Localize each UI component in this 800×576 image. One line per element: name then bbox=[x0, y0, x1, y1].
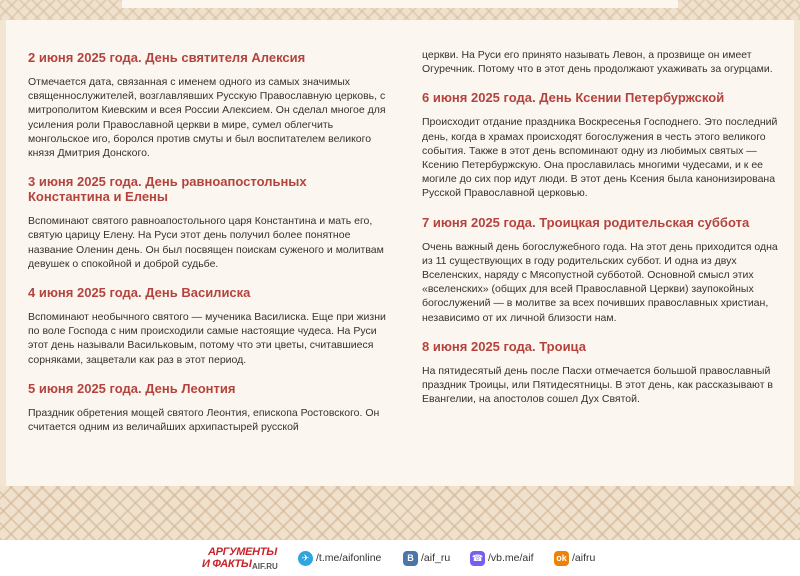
vk-icon: B bbox=[403, 551, 418, 566]
section-heading: 5 июня 2025 года. День Леонтия bbox=[28, 380, 236, 396]
ok-link-text: /aifru bbox=[572, 552, 596, 564]
section-june-2 bbox=[28, 50, 388, 160]
section-june-7 bbox=[422, 215, 782, 325]
section-heading: 4 июня 2025 года. День Василиска bbox=[28, 285, 251, 301]
viber-icon: ☎ bbox=[470, 551, 485, 566]
section-june-3 bbox=[28, 174, 388, 271]
telegram-link[interactable] bbox=[298, 549, 381, 567]
section-body: Вспоминают святого равноапостольного царя Константина и мать его, святую царицу Елену. На Руси этот день получил более понятное название Оленин день. Он был посвящен поискам суженого и молитвам девушек о спокойной и доброй судьбе. bbox=[28, 215, 384, 270]
section-june-5-continued bbox=[422, 48, 782, 76]
section-heading: 8 июня 2025 года. Троица bbox=[422, 338, 586, 354]
logo-suffix: AIF.RU bbox=[252, 562, 278, 571]
telegram-icon: ✈ bbox=[298, 551, 313, 566]
logo-line-2: И ФАКТЫ bbox=[202, 558, 252, 570]
aif-logo[interactable] bbox=[202, 546, 294, 572]
section-body: Происходит отдание праздника Воскресенья Господнего. Это последний день, когда в храмах происходят богослужения в честь этого великого события. Также в этот день вспоминают одну из любимых святых — Ксению Петербуржскую. Она прославилась многими чудесами, и к ее могиле до сих пор идут люди. В этот день Ксения была канонизирована Русской Православной церковью. bbox=[422, 116, 778, 200]
viber-link[interactable] bbox=[470, 549, 534, 567]
ok-link[interactable] bbox=[554, 549, 595, 567]
left-column bbox=[28, 50, 388, 448]
section-body: Праздник обретения мощей святого Леонтия, епископа Ростовского. Он считается одним из величайших архипастырей русской bbox=[28, 406, 380, 434]
section-body: Вспоминают необычного святого — мученика Василиска. Еще при жизни по воле Господа с ним происходили самые настоящие чудеса. На Руси этот день называли Васильковым, потому что эти цветы, считавшиеся сорняками, зацветали как раз в этот период. bbox=[28, 311, 386, 366]
section-heading: 2 июня 2025 года. День святителя Алексия bbox=[28, 50, 306, 65]
right-column bbox=[422, 48, 782, 420]
section-heading: 3 июня 2025 года. День равноапостольных Константина и Елены bbox=[28, 174, 307, 205]
logo-line-1: АРГУМЕНТЫ bbox=[208, 546, 277, 558]
section-june-6 bbox=[422, 90, 782, 200]
section-june-4 bbox=[28, 285, 388, 367]
section-heading: 6 июня 2025 года. День Ксении Петербуржской bbox=[422, 90, 725, 106]
section-june-5 bbox=[28, 381, 388, 434]
section-heading: 7 июня 2025 года. Троицкая родительская суббота bbox=[422, 214, 750, 230]
vk-link[interactable] bbox=[403, 549, 450, 567]
top-notch bbox=[122, 0, 678, 8]
section-body: церкви. На Руси его принято называть Левон, а прозвище он имеет Огуречник. Потому что в этот день продолжают ухаживать за огурцами. bbox=[422, 49, 773, 76]
ok-icon: ok bbox=[554, 551, 569, 566]
footer-bar bbox=[0, 540, 800, 576]
section-body: Отмечается дата, связанная с именем одного из самых значимых священнослужителей, возглавлявших Русскую Православную церковь, с митрополитом Киевским и всея России Алексием. Он сделал многое для усиления роли Православной церкви в мире, сумел облегчить монгольское иго, боролся против смуты и был воспитателем великого князя Дмитрия Донского. bbox=[28, 76, 386, 160]
section-june-8 bbox=[422, 339, 782, 407]
section-body: На пятидесятый день после Пасхи отмечается большой православный праздник Троицы, или Пятидесятницы. В этот день, как рассказывают в Евангелии, на апостолов сошел Дух Святой. bbox=[422, 364, 774, 406]
bottom-ornament-strip bbox=[0, 486, 800, 540]
viber-link-text: /vb.me/aif bbox=[488, 552, 534, 564]
telegram-link-text: /t.me/aifonline bbox=[316, 552, 382, 564]
content-panel bbox=[6, 20, 794, 486]
section-body: Очень важный день богослужебного года. На этот день приходится одна из 11 существующих в году родительских суббот. И одна из двух Вселенских, наряду с Мясопустной субботой. Основной смысл этих «вселенских» (общих для всей Православной Церкви) заупокойных богослужений — в молитве за всех почивших православных христиан, независимо от их личной близости нам. bbox=[422, 240, 778, 324]
vk-link-text: /aif_ru bbox=[421, 552, 451, 564]
